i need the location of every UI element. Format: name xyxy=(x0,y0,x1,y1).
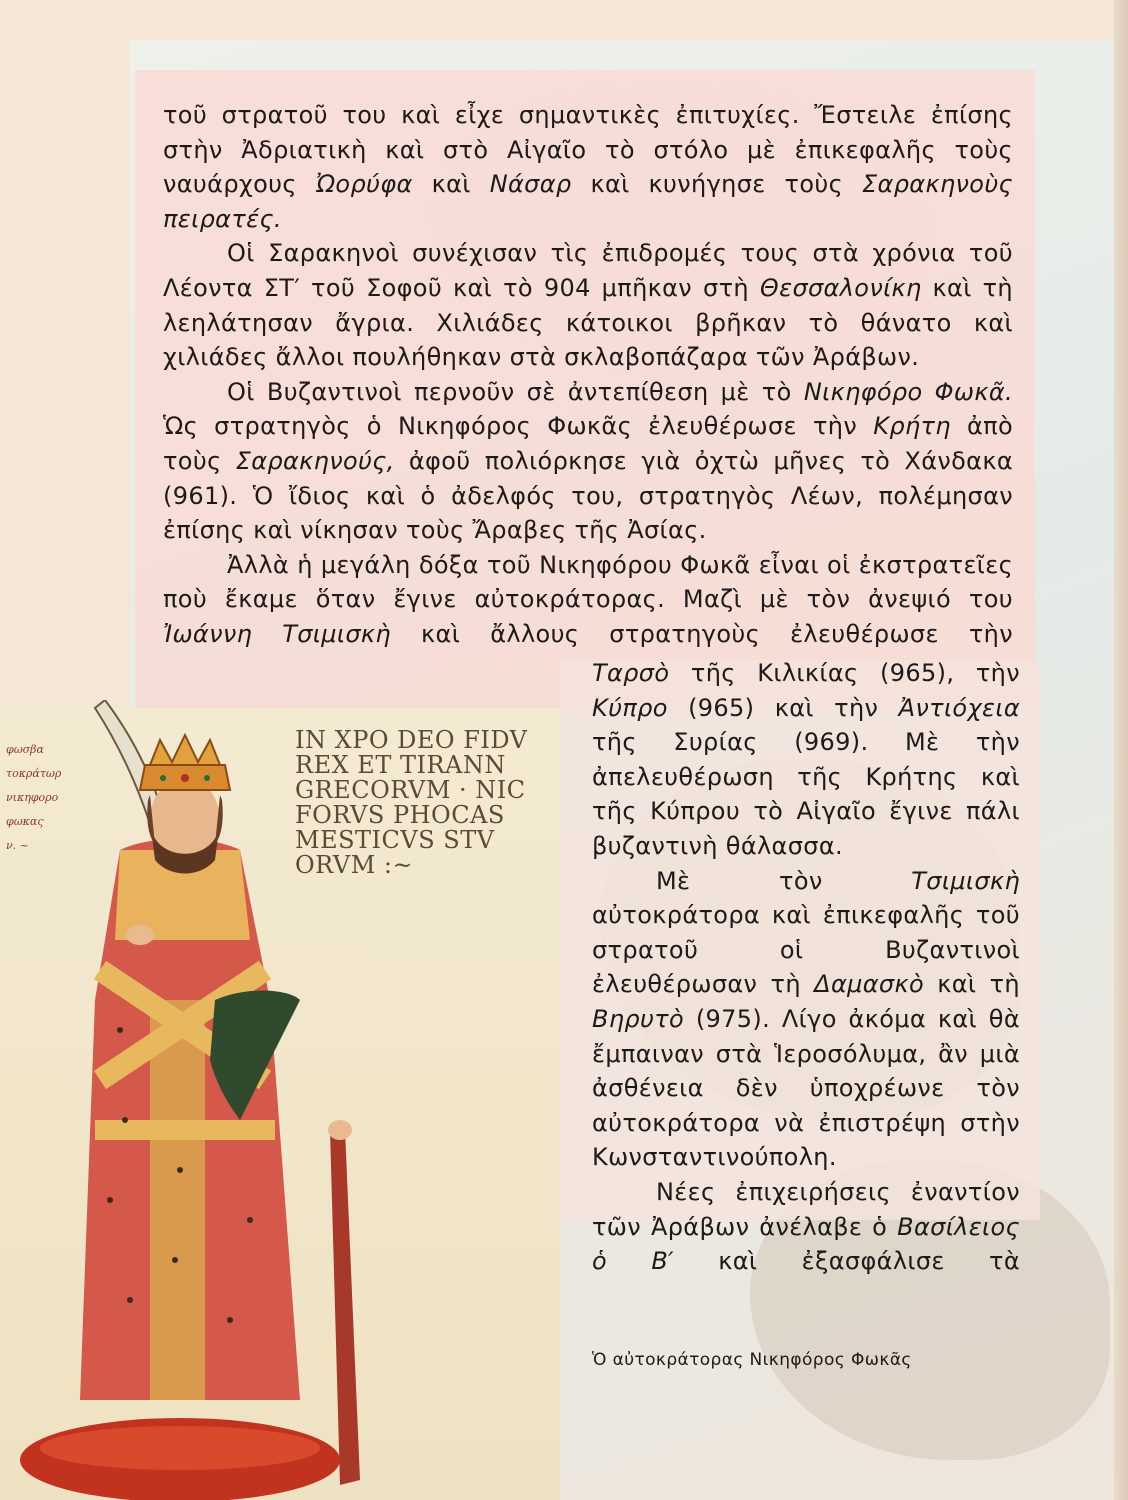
text-run: Μὲ τὸν xyxy=(656,866,912,895)
paragraph xyxy=(163,375,1013,548)
italic-term: Ταρσὸ xyxy=(592,659,670,687)
text-run: Ὡς στρατηγὸς ὁ Νικηφόρος Φωκᾶς ἐλευθέρωσε τὴν xyxy=(163,412,874,441)
text-run: Οἱ Σαρακηνοὶ συνέχισαν τὶς ἐπιδρομές τους στὰ χρόνια τοῦ Λέοντα ΣΤ′ τοῦ Σοφοῦ καὶ τὸ 904 μπῆκαν στὴ xyxy=(163,239,1013,302)
italic-term: Βασίλειος ὁ Β′ xyxy=(592,1212,1020,1276)
text-run: ἀφοῦ πολιόρκησε γιὰ ὀχτὼ μῆνες τὸ Χάνδακα (961). Ὁ ἴδιος καὶ ὁ ἀδελφός του, στρατηγὸς Λέων, πολέμησαν ἐπίσης καὶ νίκησαν τοὺς Ἄραβες τῆς Ἀσίας. xyxy=(163,446,1013,545)
italic-term: Ἀντιόχεια xyxy=(898,693,1020,722)
text-run: τῆς Κιλικίας (965), τὴν xyxy=(669,659,1020,687)
text-run: (965) καὶ τὴν xyxy=(667,693,899,722)
text-run: καὶ τὴ λεηλάτησαν ἄγρια. Χιλιάδες κάτοικοι βρῆκαν τὸ θάνατο καὶ χιλιάδες ἄλλοι πουλήθηκαν στὰ σκλαβοπάζαρα τῶν Ἀράβων. xyxy=(163,273,1013,372)
text-run: ἀπὸ τοὺς xyxy=(163,412,1014,475)
italic-term: Ἰωάννη Τσιμισκὴ xyxy=(163,619,391,648)
italic-term: Δαμασκὸ xyxy=(814,970,924,999)
text-run: καὶ τὴ xyxy=(924,970,1020,999)
text-run: καὶ ἐξασφάλισε τὰ xyxy=(673,1247,1020,1276)
italic-term: Σαρακηνούς, xyxy=(235,446,395,475)
sword-sheath xyxy=(330,1130,360,1485)
text-run: αὐτοκράτορα καὶ ἐπικεφαλῆς τοῦ στρατοῦ οἱ Βυζαντινοὶ ἐλευθέρωσαν τὴ xyxy=(592,901,1020,999)
margin-annotation: φωσβα τοκράτωρ νικηφορο φωκας ν. ~ xyxy=(6,743,62,852)
italic-term: Τσιμισκὴ xyxy=(911,866,1020,895)
paragraph xyxy=(163,548,1013,652)
text-run: Οἱ Βυζαντινοὶ περνοῦν σὲ ἀντεπίθεση μὲ τὸ xyxy=(227,377,804,406)
main-text-top xyxy=(163,98,1013,652)
paragraph xyxy=(592,1175,1020,1279)
italic-term: Νικηφόρο Φωκᾶ. xyxy=(803,377,1013,406)
paragraph xyxy=(592,656,1020,864)
text-run: (975). Λίγο ἀκόμα καὶ θὰ ἔμπαιναν στὰ Ἱεροσόλυμα, ἂν μιὰ ἀσθένεια δὲν ὑποχρέωνε τὸν αὐτοκράτορα νὰ ἐπιστρέψη στὴν Κωνσταντινούπολη. xyxy=(592,1004,1020,1172)
paragraph xyxy=(163,98,1013,236)
text-run: τοῦ στρατοῦ του καὶ εἶχε σημαντικὲς ἐπιτυχίες. Ἔστειλε ἐπίσης στὴν Ἀδριατικὴ καὶ στὸ Αἰγαῖο τὸ στόλο μὲ ἐπικεφαλῆς τοὺς ναυάρχους xyxy=(163,101,1013,199)
text-run: καὶ ἄλλους στρατηγοὺς ἐλευθέρωσε τὴν xyxy=(390,619,1013,648)
text-run: καὶ xyxy=(412,170,490,199)
italic-term: Νάσαρ xyxy=(489,170,572,199)
main-text-right-column xyxy=(592,656,1020,1279)
italic-term: Κρήτη xyxy=(873,412,951,441)
text-run: καὶ κυνήγησε τοὺς xyxy=(571,170,863,199)
italic-term: Θεσσαλονίκη xyxy=(759,273,922,302)
italic-term: Σαρακηνοὺς πειρατές. xyxy=(163,170,1013,233)
text-run: Νέες ἐπιχειρήσεις ἐναντίον τῶν Ἀράβων ἀνέλαβε ὁ xyxy=(592,1177,1020,1241)
italic-term: Κύπρο xyxy=(592,693,668,722)
italic-term: Βηρυτὸ xyxy=(592,1004,685,1033)
page-edge xyxy=(1114,0,1128,1500)
latin-inscription: IN XPO DEO FIDV REX ET TIRANN GRECORVM · NIC FORVS PHOCAS MESTICVS STV ORVM :~ xyxy=(295,726,528,879)
text-run: Ἀλλὰ ἡ μεγάλη δόξα τοῦ Νικηφόρου Φωκᾶ εἶναι οἱ ἐκστρατεῖες ποὺ ἔκαμε ὅταν ἔγινε αὐτοκράτορας. Μαζὶ μὲ τὸν ἀνεψιό του xyxy=(163,550,1013,614)
figure-caption: Ὁ αὐτοκράτορας Νικηφόρος Φωκᾶς xyxy=(592,1350,912,1370)
italic-term: Ὠορύφα xyxy=(315,170,413,199)
paragraph xyxy=(592,864,1020,1175)
text-run: τῆς Συρίας (969). Μὲ τὴν ἀπελευθέρωση τῆς Κρήτης καὶ τῆς Κύπρου τὸ Αἰγαῖο ἔγινε πάλι βυζαντινὴ θάλασσα. xyxy=(592,728,1020,860)
paragraph xyxy=(163,236,1013,374)
